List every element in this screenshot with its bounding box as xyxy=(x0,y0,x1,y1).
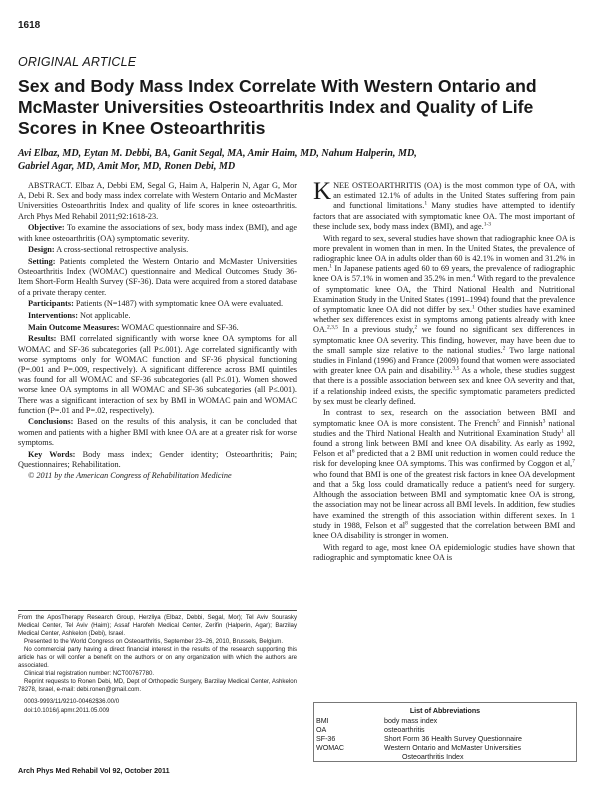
abbreviation: OA xyxy=(316,726,327,734)
section-text: WOMAC questionnaire and SF-36. xyxy=(121,322,239,332)
abstract-participants xyxy=(18,299,297,309)
body-text: Other studies have examined whether sex differences exist in symptoms among patients already with knee OA. xyxy=(313,304,575,335)
body-text: who found that BMI is one of the greatest risk factors in knee OA development and that a 5kg loss could dramatically reduce a patient's need for surgery. Although the association between BMI and symptomatic knee OA is strong, the association may not be linear across all BMI levels. In addition, few studies have examined the strength of this association within different sexes. In 1 study in 1988, Felson et al xyxy=(313,469,575,530)
abbreviation-row xyxy=(316,726,522,735)
page-number: 1618 xyxy=(18,20,41,31)
abbreviation: WOMAC xyxy=(316,744,344,752)
section-label: Results: xyxy=(28,334,57,344)
section-label: Design: xyxy=(28,245,55,255)
body-paragraph xyxy=(313,234,575,407)
citation-ref: 1-3 xyxy=(483,221,492,228)
body-text: With regard to sex, several studies have shown that radiographic knee OA is more prevalent in women than in men. In the United States, the prevalence of radiographic knee OA in adults older than 60 is 42.1% in women and 31.2% in men. xyxy=(313,233,575,274)
citation-ref: 1 xyxy=(424,200,428,207)
abbreviation-definition: Western Ontario and McMaster Universities xyxy=(384,744,522,752)
footnote-trial: Clinical trial registration number: NCT00767780. xyxy=(24,670,155,678)
body-text: NEE OSTEOARTHRITIS (OA) is the most common type of OA, with an estimated 12.1% of adults in the United States suffering from pain and functional limitations. xyxy=(333,181,575,211)
body-text: national studies and the Third National Health and Nutritional Examination Study xyxy=(313,418,575,438)
citation-ref: 4 xyxy=(472,273,476,280)
section-label: Conclusions: xyxy=(28,417,74,427)
abbreviation-row xyxy=(316,735,522,744)
citation-ref: 7 xyxy=(572,458,575,465)
abstract-outcome xyxy=(18,323,297,333)
footnote-issn: 0003-9993/11/9210-00462$36.00/0 xyxy=(24,698,120,706)
abstract-setting xyxy=(18,257,297,298)
footnote-rule xyxy=(18,610,297,611)
citation-ref: 6 xyxy=(351,448,355,455)
section-text: Body mass index; Gender identity; Osteoarthritis; Pain; Questionnaires; Rehabilitation. xyxy=(18,449,297,469)
citation-ref: 5 xyxy=(497,417,500,424)
journal-footer: Arch Phys Med Rehabil Vol 92, October 2011 xyxy=(18,766,170,775)
body-paragraph xyxy=(313,178,575,232)
section-text: BMI correlated significantly with worse knee OA symptoms for all WOMAC and SF-36 subcategories (all P≤.001). Age correlated significantly with worse symptoms only for WOMAC function and SF-36 physical functioning (P=.001 and P=.009, respectively). A significant difference across BMI quintiles was found for all WOMAC and SF-36 subcategories (all P≤.01). Women showed worse knee OA symptoms in all WOMAC and SF-36 subcategories (all P≤.001). There was a significant interaction of sex by BMI in WOMAC pain and WOMAC function (P=.01 and P=.02, respectively). xyxy=(18,334,298,415)
abstract-conclusions xyxy=(18,417,297,448)
footnote-affiliation: From the AposTherapy Research Group, Herzliya (Elbaz, Debbi, Segal, Mor); Tel Aviv Sourasky Medical Center, Tel Aviv (Haim); Assaf Harofeh Medical Center, Zerifin (Halperin, Agar); Barzilay Medical Center, Ashkelon (Debi), Israel. xyxy=(18,614,297,637)
abstract-objective xyxy=(18,223,297,243)
section-text: To examine the associations of sex, body mass index (BMI), and age with knee osteoarthritis (OA) symptomatic severity. xyxy=(18,223,298,243)
body-text: suggested that the correlation between BMI and knee OA disability is stronger in women. xyxy=(313,520,575,540)
abstract-interventions xyxy=(18,311,297,321)
footnotes xyxy=(18,610,297,715)
body-text: predicted that a 2 BMI unit reduction in women could reduce the risk for developing knee OA symptoms. This was confirmed by Coggon et al, xyxy=(313,449,575,469)
author-list xyxy=(18,147,578,173)
footnote-conflict: No commercial party having a direct financial interest in the results of the research supporting this article has or will confer a benefit on the authors or on any organization with which the authors are associated. xyxy=(18,646,297,669)
abbreviation-definition: osteoarthritis xyxy=(384,726,425,734)
footnote-presented: Presented to the World Congress on Osteoarthritis, September 23–26, 2010, Brussels, Belgium. xyxy=(24,637,284,645)
section-label: Key Words: xyxy=(28,449,76,459)
body-text: As a whole, these studies suggest that there is a possible association between sex and knee OA severity and that, if a relationship indeed exists, the specific symptomatic parameters predicted by sex must be clearly defined. xyxy=(313,366,576,406)
article-title: Sex and Body Mass Index Correlate With Western Ontario and McMaster Universities Osteoarthritis Index and Quality of Life Scores in Knee Osteoarthritis xyxy=(18,76,537,138)
section-label: Main Outcome Measures: xyxy=(28,322,120,332)
citation-ref: 1 xyxy=(561,428,564,435)
author-line: Avi Elbaz, MD, Eytan M. Debbi, BA, Ganit Segal, MA, Amir Haim, MD, Nahum Halperin, MD, xyxy=(18,148,417,159)
body-text: we found no significant sex differences in symptomatic knee OA severity. This finding, however, may have been due to the small sample size relative to the national studies. xyxy=(313,325,575,355)
article-type: ORIGINAL ARTICLE xyxy=(18,55,137,69)
body-paragraph xyxy=(313,408,575,541)
section-text: Patients completed the Western Ontario and McMaster Universities Osteoarthritis Index (WOMAC) questionnaire and Medical Outcomes Study 36-Item Short-Form Health Survey (SF-36). Data were acquired from a stored database of a private therapy center. xyxy=(18,256,297,297)
section-label: Interventions: xyxy=(28,310,78,320)
body-text: In Japanese patients aged 60 to 69 years, the prevalence of radiographic knee OA is 57.1% in women and 35.2% in men. xyxy=(313,264,575,284)
section-text: Not applicable. xyxy=(80,310,131,320)
body-text: With regard to the prevalence of symptomatic knee OA, the Third National Health and Nutritional Examination Study in the United States (1991–1994) found that the prevalence of symptomatic knee OA did not differ by sex. xyxy=(313,274,575,314)
abstract xyxy=(18,181,297,483)
footnote-doi: doi:10.1016/j.apmr.2011.05.009 xyxy=(24,706,110,714)
citation-ref: 1 xyxy=(329,263,333,270)
section-label: Objective: xyxy=(28,223,65,233)
citation-ref: 8 xyxy=(405,519,408,526)
abbreviation: SF-36 xyxy=(316,735,336,743)
body-text: all found a strong link between BMI and knee OA disability. As early as 1992, Felson et al xyxy=(313,428,575,459)
citation-ref: 1 xyxy=(471,304,475,311)
abbreviation-definition: Short Form 36 Health Survey Questionnaire xyxy=(384,735,522,743)
abbreviation-row xyxy=(316,717,522,726)
abbreviation-definition-continued: Osteoarthritis Index xyxy=(402,753,464,761)
citation-ref: 2,3,5 xyxy=(326,324,338,331)
copyright: © 2011 by the American Congress of Rehabilitation Medicine xyxy=(28,471,232,481)
section-label: Setting: xyxy=(28,256,56,266)
citation-ref: 2 xyxy=(502,345,506,351)
body-text: In contrast to sex, research on the association between BMI and symptomatic knee OA is more consistent. The French xyxy=(313,408,575,428)
abstract-citation: ABSTRACT. Elbaz A, Debbi EM, Segal G, Haim A, Halperin N, Agar G, Mor A, Debi R. Sex and body mass index correlate with Western Ontario and McMaster Universities Osteoarthritis Index and quality of life scores in knee osteoarthritis. Arch Phys Med Rehabil 2011;92:1618-23. xyxy=(18,181,297,221)
abbreviation: BMI xyxy=(316,717,329,725)
article-body xyxy=(313,178,576,565)
body-text: In a previous study, xyxy=(337,325,415,335)
section-text: Patients (N=1487) with symptomatic knee OA were evaluated. xyxy=(75,299,284,309)
author-line: Gabriel Agar, MD, Amit Mor, MD, Ronen Debi, MD xyxy=(18,161,236,172)
body-paragraph: With regard to age, most knee OA epidemiologic studies have shown that radiographic and symptomatic knee OA is xyxy=(313,542,575,562)
citation-ref: 3,5 xyxy=(452,365,460,372)
section-text: A cross-sectional retrospective analysis. xyxy=(56,245,189,255)
footnote-reprints: Reprint requests to Ronen Debi, MD, Dept of Orthopedic Surgery, Barzilay Medical Center, Ashkelon 78278, Israel, e-mail: debi.ronen@gmail.com. xyxy=(18,678,297,694)
body-text: and Finnish xyxy=(499,418,543,428)
abstract-design xyxy=(18,245,297,255)
body-text: Many studies have attempted to identify factors that are associated with symptomatic knee OA. The most important of these include sex, body mass index (BMI), and age. xyxy=(313,201,575,231)
body-text: Two large national studies in Finland (1996) and France (2009) found that women were associated with greater knee OA pain and disability. xyxy=(313,345,576,376)
abbreviations-table xyxy=(316,717,522,762)
abbreviation-definition: body mass index xyxy=(384,717,438,725)
abbreviation-row xyxy=(316,753,522,762)
abbreviation-row xyxy=(316,744,522,753)
drop-cap: K xyxy=(313,178,332,205)
abstract-results xyxy=(18,334,297,416)
citation-ref: 3 xyxy=(542,417,546,424)
abbreviations-title: List of Abbreviations xyxy=(409,707,481,715)
abbreviations-box xyxy=(313,702,577,762)
citation-ref: 2 xyxy=(414,324,418,331)
section-text: Based on the results of this analysis, it can be concluded that women and patients with a higher BMI with knee OA are at a greater risk for worse symptoms. xyxy=(18,417,298,447)
section-label: Participants: xyxy=(28,299,74,309)
abstract-keywords xyxy=(18,450,297,470)
